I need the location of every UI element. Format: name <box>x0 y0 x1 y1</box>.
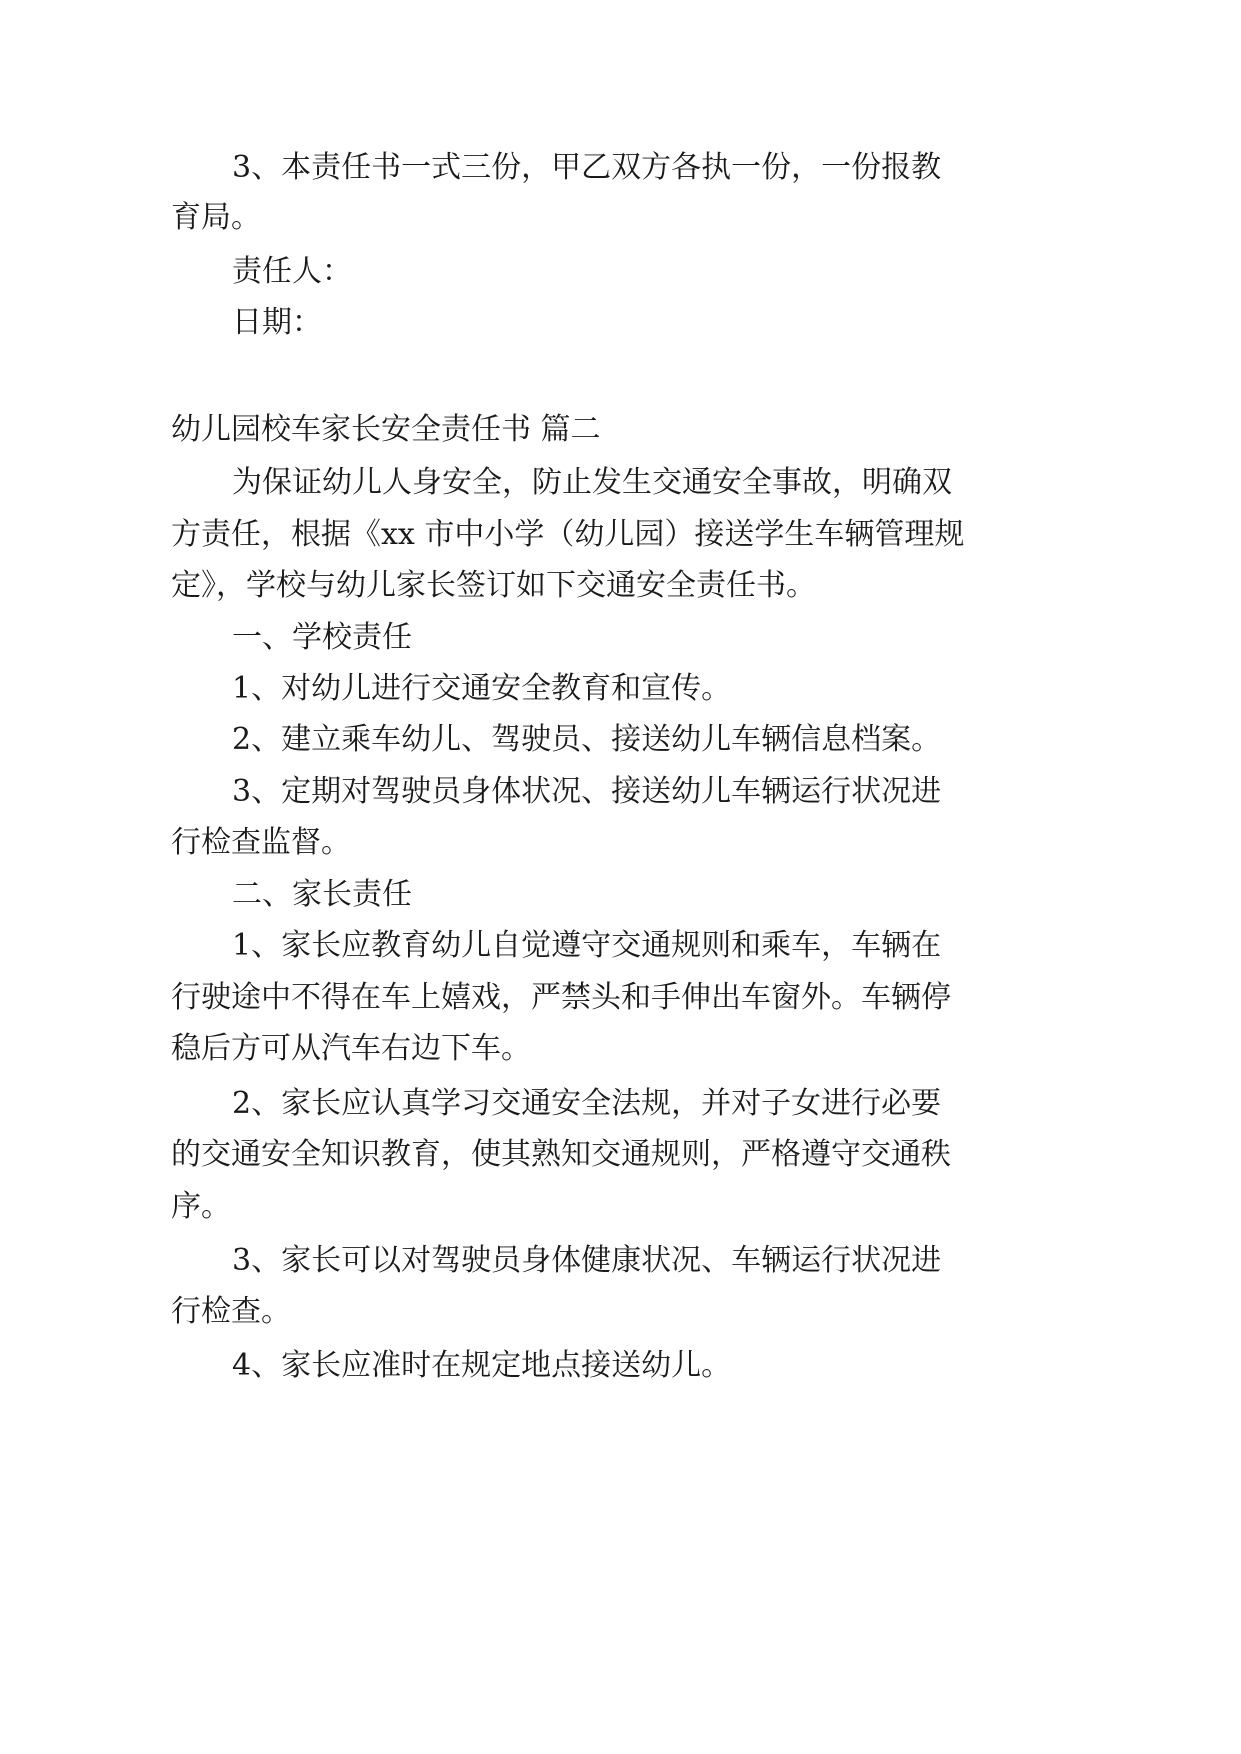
clause-3-line-1: 3、本责任书一式三份，甲乙双方各执一份，一份报教 <box>232 150 942 185</box>
intro-line-1: 为保证幼儿人身安全，防止发生交通安全事故，明确双 <box>232 465 952 500</box>
intro-line-2: 方责任，根据《xx 市中小学（幼儿园）接送学生车辆管理规 <box>171 517 965 552</box>
parent-item-1-line-2: 行驶途中不得在车上嬉戏，严禁头和手伸出车窗外。车辆停 <box>171 980 951 1015</box>
responsible-person-label: 责任人： <box>232 254 352 289</box>
school-item-2: 2、建立乘车幼儿、驾驶员、接送幼儿车辆信息档案。 <box>232 722 942 757</box>
school-duty-heading: 一、学校责任 <box>232 620 412 655</box>
parent-item-2-line-1: 2、家长应认真学习交通安全法规，并对子女进行必要 <box>232 1086 942 1121</box>
date-label: 日期： <box>232 305 322 340</box>
intro-line-3: 定》，学校与幼儿家长签订如下交通安全责任书。 <box>171 568 816 603</box>
parent-duty-heading: 二、家长责任 <box>232 877 412 912</box>
section-two-title: 幼儿园校车家长安全责任书 篇二 <box>171 412 601 447</box>
school-item-1: 1、对幼儿进行交通安全教育和宣传。 <box>232 671 732 706</box>
parent-item-4: 4、家长应准时在规定地点接送幼儿。 <box>232 1348 732 1383</box>
parent-item-1-line-1: 1、家长应教育幼儿自觉遵守交通规则和乘车，车辆在 <box>232 928 942 963</box>
parent-item-3-line-2: 行检查。 <box>171 1294 291 1329</box>
parent-item-1-line-3: 稳后方可从汽车右边下车。 <box>171 1031 531 1066</box>
school-item-3-line-1: 3、定期对驾驶员身体状况、接送幼儿车辆运行状况进 <box>232 774 942 809</box>
parent-item-2-line-2: 的交通安全知识教育，使其熟知交通规则，严格遵守交通秩 <box>171 1137 951 1172</box>
school-item-3-line-2: 行检查监督。 <box>171 825 351 860</box>
clause-3-line-2: 育局。 <box>171 200 261 235</box>
parent-item-3-line-1: 3、家长可以对驾驶员身体健康状况、车辆运行状况进 <box>232 1243 942 1278</box>
parent-item-2-line-3: 序。 <box>171 1189 231 1224</box>
